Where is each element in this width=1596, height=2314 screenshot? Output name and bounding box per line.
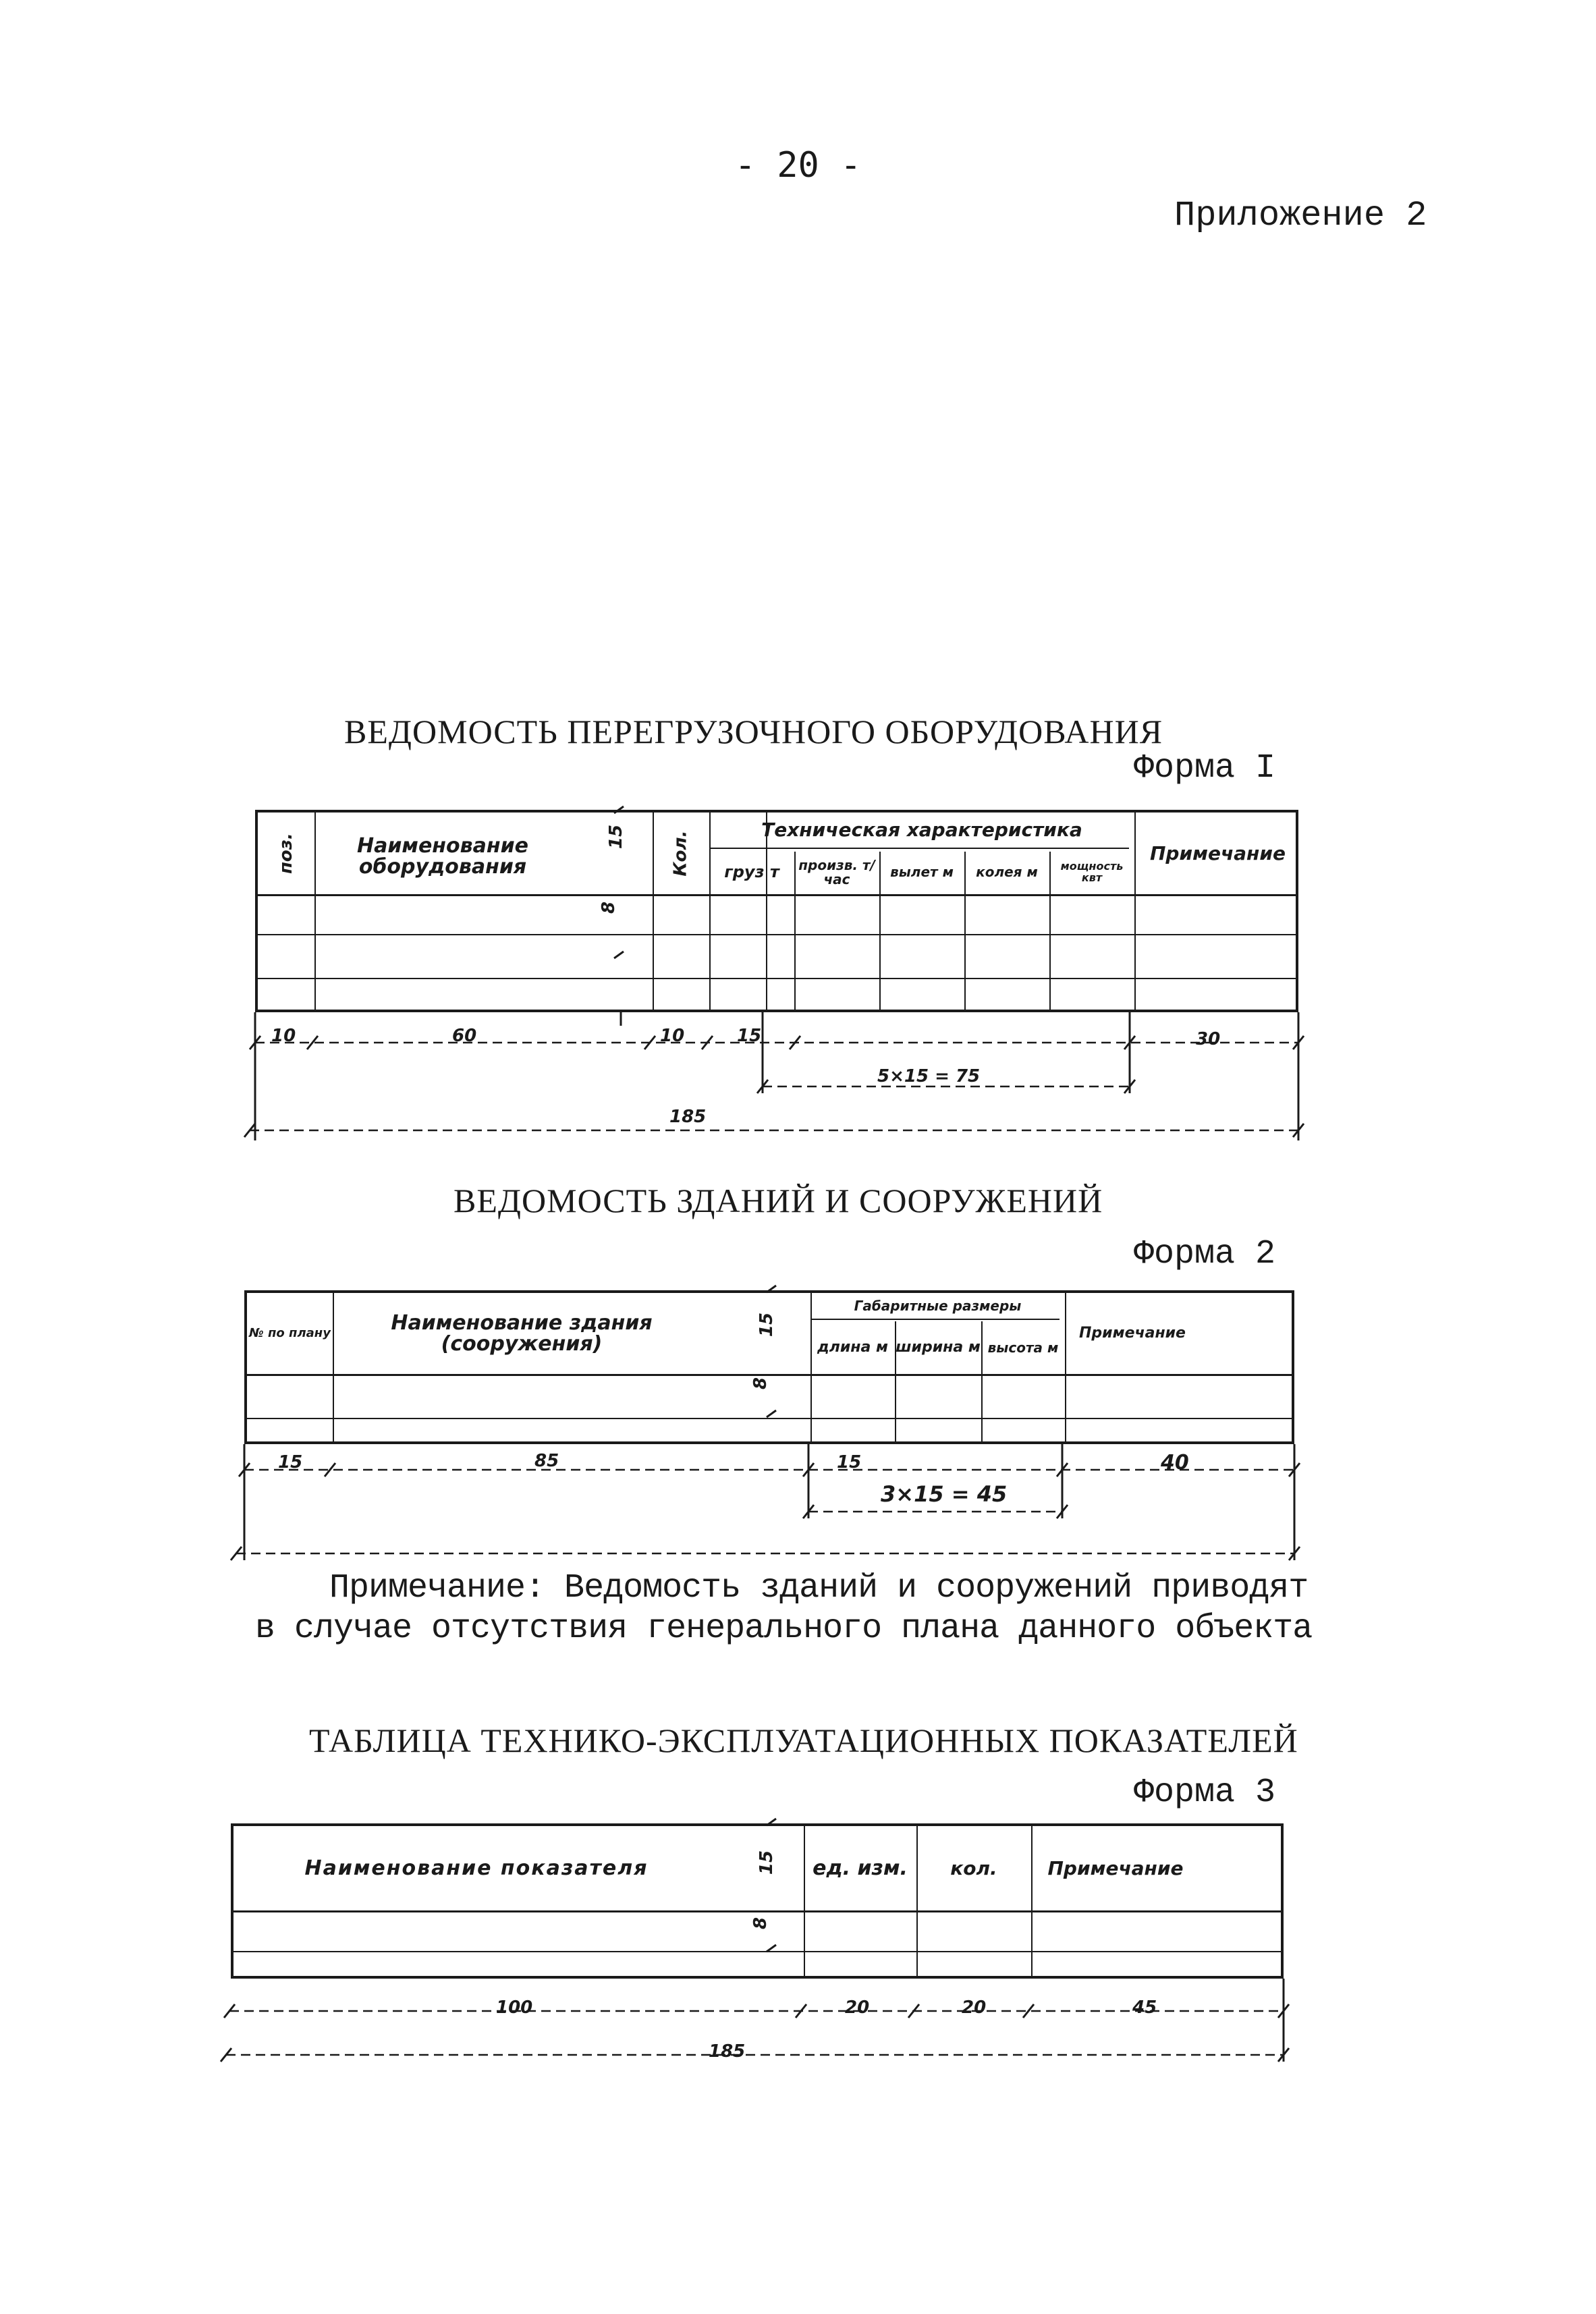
dim-col-width: 15 (837, 1452, 862, 1472)
form2-label: Форма 2 (1134, 1235, 1276, 1273)
header-productivity: произв. т/час (798, 856, 875, 887)
header-equipment-name: Наименование оборудования (357, 833, 528, 879)
form3-title: ТАБЛИЦА ТЕХНИКО-ЭКСПЛУАТАЦИОННЫХ ПОКАЗАТЕЛЕЙ (309, 1721, 1298, 1759)
header-length: длина м (817, 1339, 888, 1356)
header-reach: вылет м (890, 864, 954, 880)
dim-row-height: 8 (599, 901, 620, 914)
header-width: ширина м (896, 1339, 981, 1356)
dim-tech-total-width: 5×15 = 75 (877, 1066, 981, 1086)
header-note: Примечание (1149, 842, 1286, 864)
dim-col-total-width: 3×15 = 45 (881, 1481, 1008, 1507)
dim-num-width: 15 (278, 1452, 303, 1472)
dim-pos-width: 10 (271, 1026, 296, 1046)
header-pos: поз. (275, 833, 296, 874)
header-tech-characteristics: Техническая характеристика (761, 819, 1082, 842)
dim-header-height: 15 (606, 824, 627, 850)
header-building-name: Наименование здания (сооружения) (391, 1311, 653, 1356)
header-qty: Кол. (670, 830, 691, 877)
header-qty: кол. (950, 1856, 997, 1879)
form1-label: Форма I (1134, 749, 1276, 788)
header-indicator-name: Наименование показателя (304, 1856, 649, 1880)
dim-note-width: 40 (1161, 1451, 1189, 1475)
header-height: высота м (987, 1339, 1059, 1356)
dim-row-height: 8 (750, 1377, 771, 1390)
dim-note-width: 45 (1132, 1998, 1157, 2018)
dim-qty-width: 20 (962, 1998, 987, 2018)
dim-header-height: 15 (756, 1850, 777, 1875)
dim-name-width: 60 (452, 1026, 477, 1046)
dim-unit-width: 20 (845, 1998, 870, 2018)
dim-header-height: 15 (756, 1312, 777, 1338)
appendix-label: Приложение 2 (1174, 196, 1427, 236)
header-power: мощность квт (1060, 859, 1124, 884)
dim-note-width: 30 (1196, 1029, 1221, 1049)
form1-title: ВЕДОМОСТЬ ПЕРЕГРУЗОЧНОГО ОБОРУДОВАНИЯ (344, 713, 1163, 750)
dim-row-height: 8 (750, 1917, 771, 1930)
header-note: Примечание (1079, 1325, 1186, 1342)
dim-qty-width: 10 (660, 1026, 685, 1046)
dim-tech-col-width: 15 (737, 1026, 762, 1046)
dim-total-width: 185 (709, 2041, 746, 2062)
header-unit: ед. изм. (813, 1856, 908, 1880)
note-line-1: Примечание: Ведомость зданий и сооружений приводят (329, 1569, 1309, 1607)
dim-name-width: 85 (534, 1451, 559, 1471)
page-number: - 20 - (734, 145, 862, 186)
form3-label: Форма 3 (1134, 1773, 1276, 1812)
note-line-2: в случае отсутствия генерального плана данного объекта (255, 1609, 1313, 1648)
header-plan-number: № по плану (249, 1325, 331, 1340)
header-overall-dimensions: Габаритные размеры (854, 1297, 1022, 1314)
dim-total-width: 185 (669, 1107, 707, 1127)
header-load: груз т (724, 862, 779, 881)
form2-title: ВЕДОМОСТЬ ЗДАНИЙ И СООРУЖЕНИЙ (453, 1182, 1103, 1219)
header-note: Примечание (1047, 1856, 1184, 1879)
header-gauge: колея м (976, 864, 1038, 880)
dim-name-width: 100 (496, 1998, 533, 2018)
